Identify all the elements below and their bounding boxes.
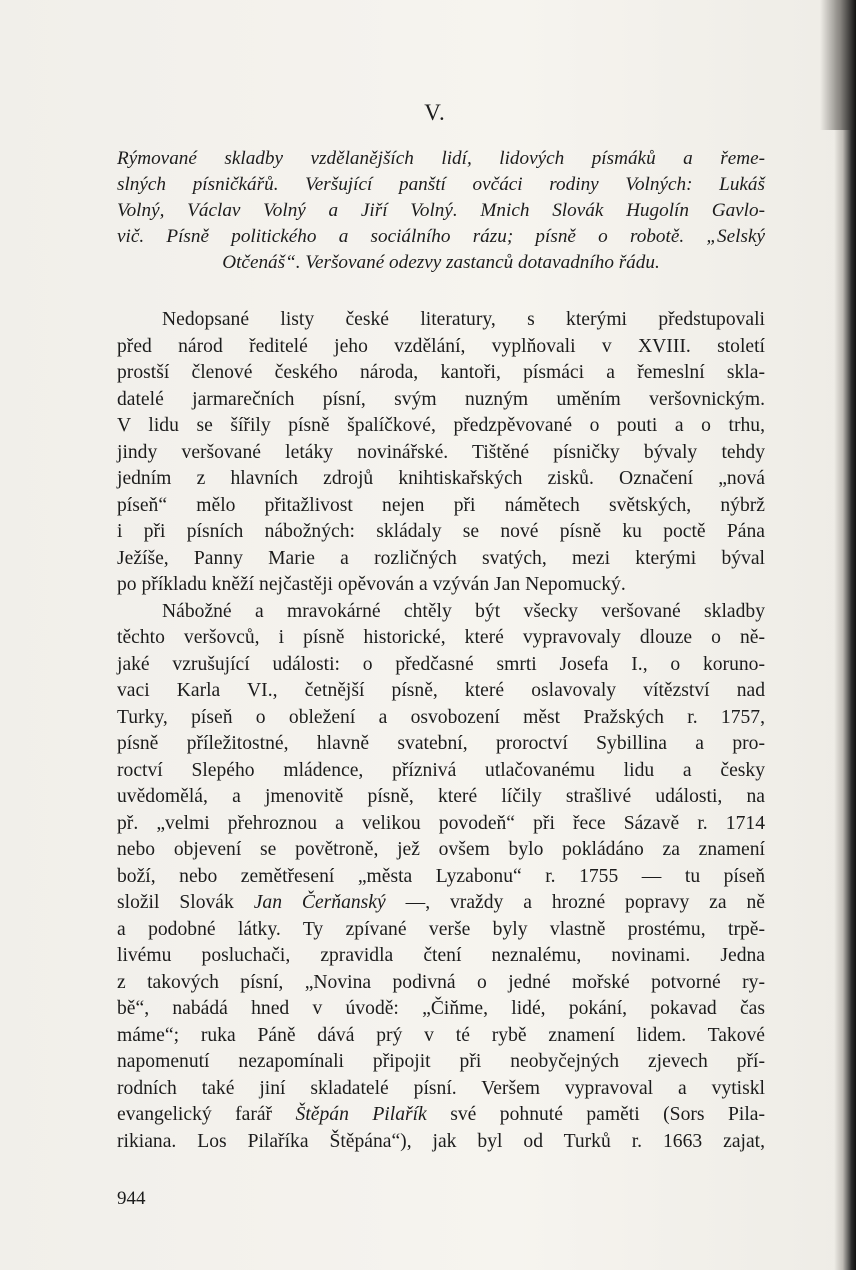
body-line: bě“, nabádá hned v úvodě: „Čiňme, lidé, pokání, pokavad čas: [117, 998, 765, 1019]
body-line: vaci Karla VI., četnější písně, které oslavovaly vítězství nad: [117, 680, 765, 701]
body-line: nebo objevení se povětroně, jež ovšem bylo pokládáno za znamení: [117, 839, 765, 860]
body-text: [117, 307, 765, 1155]
body-line: před národ ředitelé jeho vzdělání, vyplňovali v XVIII. století: [117, 335, 765, 357]
page-edge-shadow: [834, 0, 856, 1270]
body-line: prostší členové českého národa, kantoři, písmáci a řemeslní skla-: [117, 362, 765, 383]
summary-line: Rýmované skladby vzdělanějších lidí, lidových písmáků a řeme-: [117, 148, 765, 169]
body-line: boží, nebo zemětřesení „města Lyzabonu“ r. 1755 — tu píseň: [117, 865, 765, 887]
body-line: roctví Slepého mládence, příznivá utlačovanému lidu a česky: [117, 759, 765, 781]
summary-line: vič. Písně politického a sociálního rázu; písně o robotě. „Selský: [117, 226, 765, 247]
body-line: i při písních nábožných: skládaly se nové písně ku poctě Pána: [117, 521, 765, 542]
italic-name: Jan Čerňanský: [253, 892, 386, 913]
body-line: z takových písní, „Novina podivná o jedné mořské potvorné ry-: [117, 971, 765, 993]
italic-name: Štěpán Pilařík: [295, 1104, 427, 1125]
body-line: livému posluchači, zpravidla čtení neznalému, novinami. Jedna: [117, 945, 765, 966]
body-line: Ježíše, Panny Marie a rozličných svatých, mezi kterými býval: [117, 547, 765, 569]
body-line: píseň“ mělo přitažlivost nejen při námětech světských, nýbrž: [117, 494, 765, 516]
body-line: datelé jarmarečních písní, svým nuzným uměním veršovnickým.: [117, 388, 765, 410]
body-line: uvědomělá, a jmenovitě písně, které líčily strašlivé události, na: [117, 786, 765, 807]
summary-line: Volný, Václav Volný a Jiří Volný. Mnich Slovák Hugolín Gavlo-: [117, 200, 765, 221]
body-line: jaké vzrušující události: o předčasné smrti Josefa I., o koruno-: [117, 653, 765, 675]
body-line: rodních také jiní skladatelé písní. Veršem vypravoval a vytiskl: [117, 1077, 765, 1099]
body-line: máme“; ruka Páně dává prý v té rybě znamení lidem. Takové: [117, 1024, 765, 1046]
body-line: po příkladu kněží nejčastěji opěvován a vzýván Jan Nepomucký.: [117, 574, 626, 595]
body-line: evangelický farář Štěpán Pilařík své pohnuté paměti (Sors Pila-: [117, 1104, 765, 1125]
chapter-summary: [117, 146, 765, 276]
body-line: př. „velmi přehroznou a velikou povodeň“ při řece Sázavě r. 1714: [117, 812, 765, 834]
chapter-number: V.: [424, 100, 446, 125]
body-line: jindy veršované letáky novinářské. Tištěné písničky bývaly tehdy: [117, 441, 765, 463]
body-line: Turky, píseň o obležení a osvobození měst Pražských r. 1757,: [117, 706, 765, 728]
body-line: jedním z hlavních zdrojů knihtiskařských zisků. Označení „nová: [117, 468, 765, 489]
body-line: složil Slovák Jan Čerňanský —, vraždy a hrozné popravy za ně: [117, 892, 765, 913]
body-line: napomenutí nezapomínali připojit při neobyčejných zjevech pří-: [117, 1051, 765, 1072]
body-line: Nedopsané listy české literatury, s kterými předstupovali: [162, 309, 765, 330]
body-line: Nábožné a mravokárné chtěly být všecky veršované skladby: [162, 600, 765, 622]
body-line: rikiana. Los Pilaříka Štěpána“), jak byl od Turků r. 1663 zajat,: [117, 1130, 765, 1152]
page-number: 944: [117, 1188, 146, 1209]
body-line: a podobné látky. Ty zpívané verše byly vlastně prostému, trpě-: [117, 918, 765, 940]
summary-line: Otčenáš“. Veršované odezvy zastanců dotavadního řádu.: [222, 252, 660, 273]
body-line: těchto veršovců, i písně historické, které vypravovaly dlouze o ně-: [117, 627, 765, 648]
body-line: písně příležitostné, hlavně svatební, proroctví Sybillina a pro-: [117, 733, 765, 754]
summary-line: slných písničkářů. Veršující panští ovčáci rodiny Volných: Lukáš: [117, 174, 765, 195]
body-line: V lidu se šířily písně špalíčkové, předzpěvované o pouti a o trhu,: [117, 415, 765, 436]
